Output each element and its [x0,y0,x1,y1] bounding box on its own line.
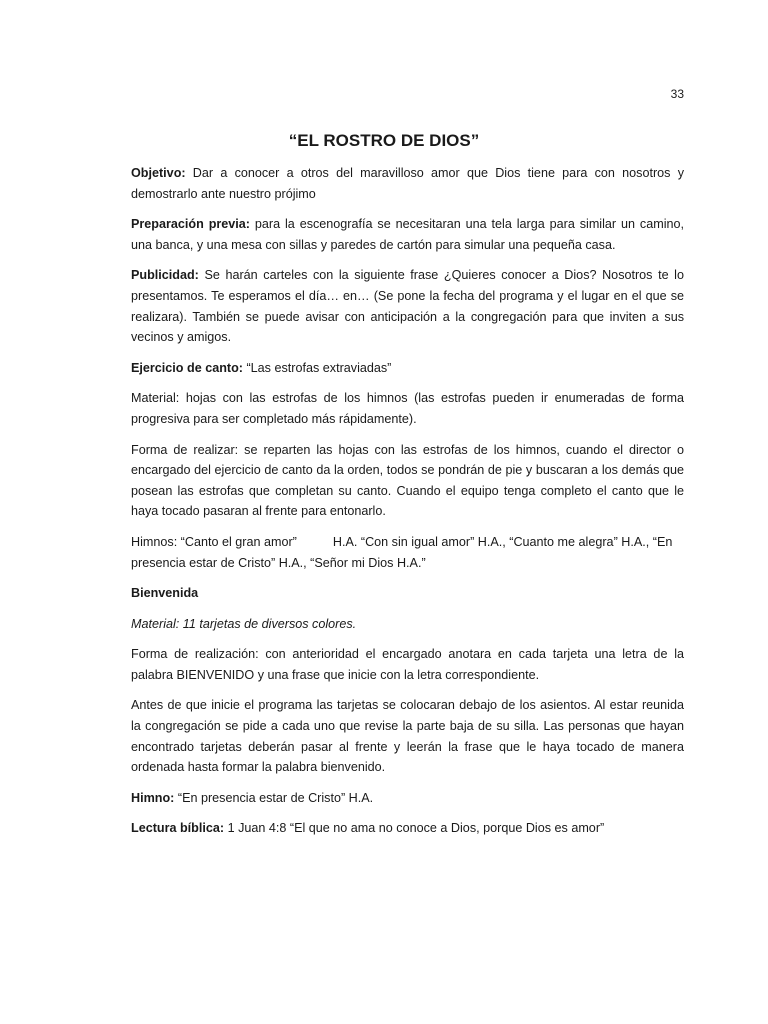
preparacion-label: Preparación previa: [131,217,250,232]
document-body [131,163,684,849]
bienvenida-material [131,614,684,635]
forma-realizar-paragraph: Forma de realizar: se reparten las hojas con las estrofas de los himnos, cuando el director o encargado del ejercicio de canto da la orden, todos se pondrán de pie y buscaran a los demás que posean las estrofas que completan su canto. Cuando el equipo tenga completo el canto que le haya tocado pasaran al frente para entonarlo. [131,442,684,519]
objetivo-paragraph [131,163,684,204]
himno-text: “En presencia estar de Cristo” H.A. [174,790,374,805]
lectura-text: 1 Juan 4:8 “El que no ama no conoce a Dios, porque Dios es amor” [224,821,605,836]
page-title: “EL ROSTRO DE DIOS” [288,131,480,150]
himno-label: Himno: [131,790,175,805]
ejercicio-label: Ejercicio de canto: [131,360,243,375]
ejercicio-paragraph [131,358,684,379]
bienvenida-heading-text: Bienvenida [131,586,199,601]
himnos-paragraph [131,532,684,573]
lectura-label: Lectura bíblica: [131,821,225,836]
himnos-part2: H.A. “Con sin igual amor” H.A., “Cuanto me alegra” H.A., “En presencia estar de Cristo” H.A., “Señor mi Dios H.A.” [131,534,673,570]
publicidad-label: Publicidad: [131,268,199,283]
bienvenida-material-text: Material: 11 tarjetas de diversos colores. [131,616,357,631]
material-canto-paragraph: Material: hojas con las estrofas de los himnos (las estrofas pueden ir enumeradas de forma progresiva para ser completado más rápidamente). [131,391,684,426]
bienvenida-antes-paragraph: Antes de que inicie el programa las tarjetas se colocaran debajo de los asientos. Al estar reunida la congregación se pide a cada uno que revise la parte baja de su silla. Las personas que hayan encontrado tarjetas deberán pasar al frente y leerán la frase que le haya tocado de manera ordenada hasta formar la palabra bienvenido. [131,698,684,775]
himnos-part1: Himnos: “Canto el gran amor” [131,534,297,549]
himno-paragraph [131,788,684,809]
preparacion-text: para la escenografía se necesitaran una tela larga para similar un camino, una banca, y una mesa con sillas y paredes de cartón para simular una pequeña casa. [131,217,685,252]
lectura-paragraph [131,818,684,839]
publicidad-text: Se harán carteles con la siguiente frase ¿Quieres conocer a Dios? Nosotros te lo presentamos. Te esperamos el día… en… (Se pone la fecha del programa y el lugar en el que se realizara). También se puede avisar con anticipación a la congregación para que inviten a sus vecinos y amigos. [131,268,684,345]
ejercicio-text: “Las estrofas extraviadas” [242,360,392,375]
objetivo-label: Objetivo: [131,166,186,180]
bienvenida-forma-paragraph: Forma de realización: con anterioridad el encargado anotara en cada tarjeta una letra de la palabra BIENVENIDO y una frase que inicie con la letra correspondiente. [131,647,684,682]
preparacion-paragraph [131,214,684,255]
page-number: 33 [670,87,684,101]
bienvenida-heading [131,583,684,604]
objetivo-text: Dar a conocer a otros del maravilloso amor que Dios tiene para con nosotros y demostrarlo ante nuestro prójimo [131,166,684,201]
publicidad-paragraph [131,265,684,347]
